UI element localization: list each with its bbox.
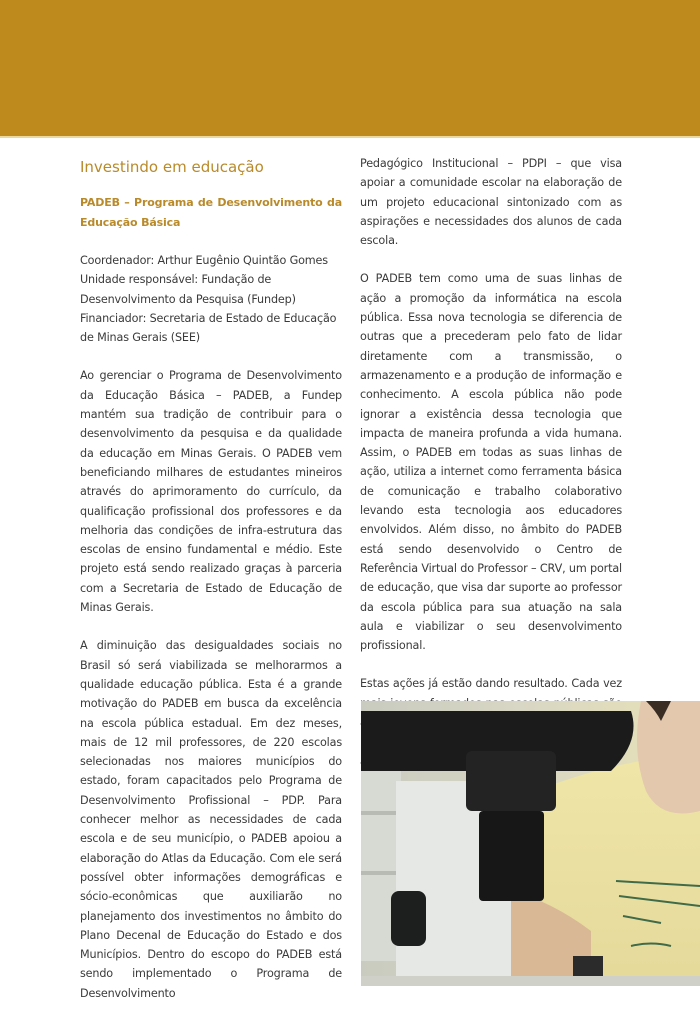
program-subtitle: PADEB – Programa de Desenvolvimento da Educação Básica: [80, 196, 342, 229]
credits: [80, 251, 342, 347]
funder-line: Financiador: Secretaria de Estado de Educação de Minas Gerais (SEE): [80, 311, 337, 345]
left-column: [80, 150, 342, 1022]
section-title: Investindo em educação: [80, 158, 264, 176]
microscope-photo-illustration: [361, 701, 700, 986]
coordinator-line: Coordenador: Arthur Eugênio Quintão Gomes: [80, 254, 328, 267]
header-band: [0, 0, 700, 138]
paragraph-4: Estas ações já estão dando resultado. Cada vez: [360, 677, 622, 691]
paragraph-1: Ao gerenciar o Programa de Desenvolvimento da Educação Básica – PADEB, a Fundep mantém sua tradição de contribuir para o desenvolvimento da pesquisa e da qualidade da educação em Minas Gerais. O PADEB vem beneficiando milhares de estudantes mineiros através do aprimoramento do currículo, da qualificação profissional dos professores e da melhoria das condições de infra-estrutura das escolas de ensino fundamental e médio. Este projeto está sendo realizado graças à parceria com a Secretaria de Estado de Educação de Minas Gerais.: [80, 369, 342, 615]
paragraph-3: O PADEB tem como uma de suas linhas de ação a promoção da informática na escola pública. Essa nova tecnologia se diferencia de outras que a precederam pelo fato de lidar diretamente com a transmissão, o armazenamento e a produção de informação e conhecimento. A escola pública não pode ignorar a existência dessa tecnologia que impacta de maneira profunda a vida humana. Assim, o PADEB em todas as suas linhas de ação, utiliza a internet como ferramenta básica de comunicação e trabalho colaborativo levando esta tecnologia aos educadores envolvidos. Além disso, no âmbito do PADEB está sendo desenvolvido o Centro de Referência Virtual do Professor – CRV, um portal de educação, que visa dar suporte ao professor da escola pública para sua atuação na sala aula e viabilizar o seu desenvolvimento profissional.: [360, 272, 622, 653]
microscope-photo: [361, 701, 700, 986]
paragraph-2-part-2: Pedagógico Institucional – PDPI – que visa apoiar a comunidade escolar na elaboração de um projeto educacional sintonizado com as aspirações e necessidades dos alunos de cada escola.: [360, 157, 622, 248]
paragraph-2-part-1: A diminuição das desigualdades sociais no Brasil só será viabilizada se melhorarmos a qualidade educação pública. Esta é a grande motivação do PADEB em busca da excelência na escola pública estadual. Em dez meses, mais de 12 mil professores, de 220 escolas selecionadas nos maiores municípios do estado, foram capacitados pelo Programa de Desenvolvimento Profissional – PDP. Para conhecer melhor as necessidades de cada escola e de seu município, o PADEB apoiou a elaboração do Atlas da Educação. Com ele será possível obter informações demográficas e sócio-econômicas que auxiliarão no planejamento dos investimentos no âmbito do Plano Decenal de Educação do Estado e dos Municípios. Dentro do escopo do PADEB está sendo implementado o Programa de Desenvolvimento: [80, 639, 342, 1000]
unit-line: Unidade responsável: Fundação de Desenvolvimento da Pesquisa (Fundep): [80, 273, 296, 306]
